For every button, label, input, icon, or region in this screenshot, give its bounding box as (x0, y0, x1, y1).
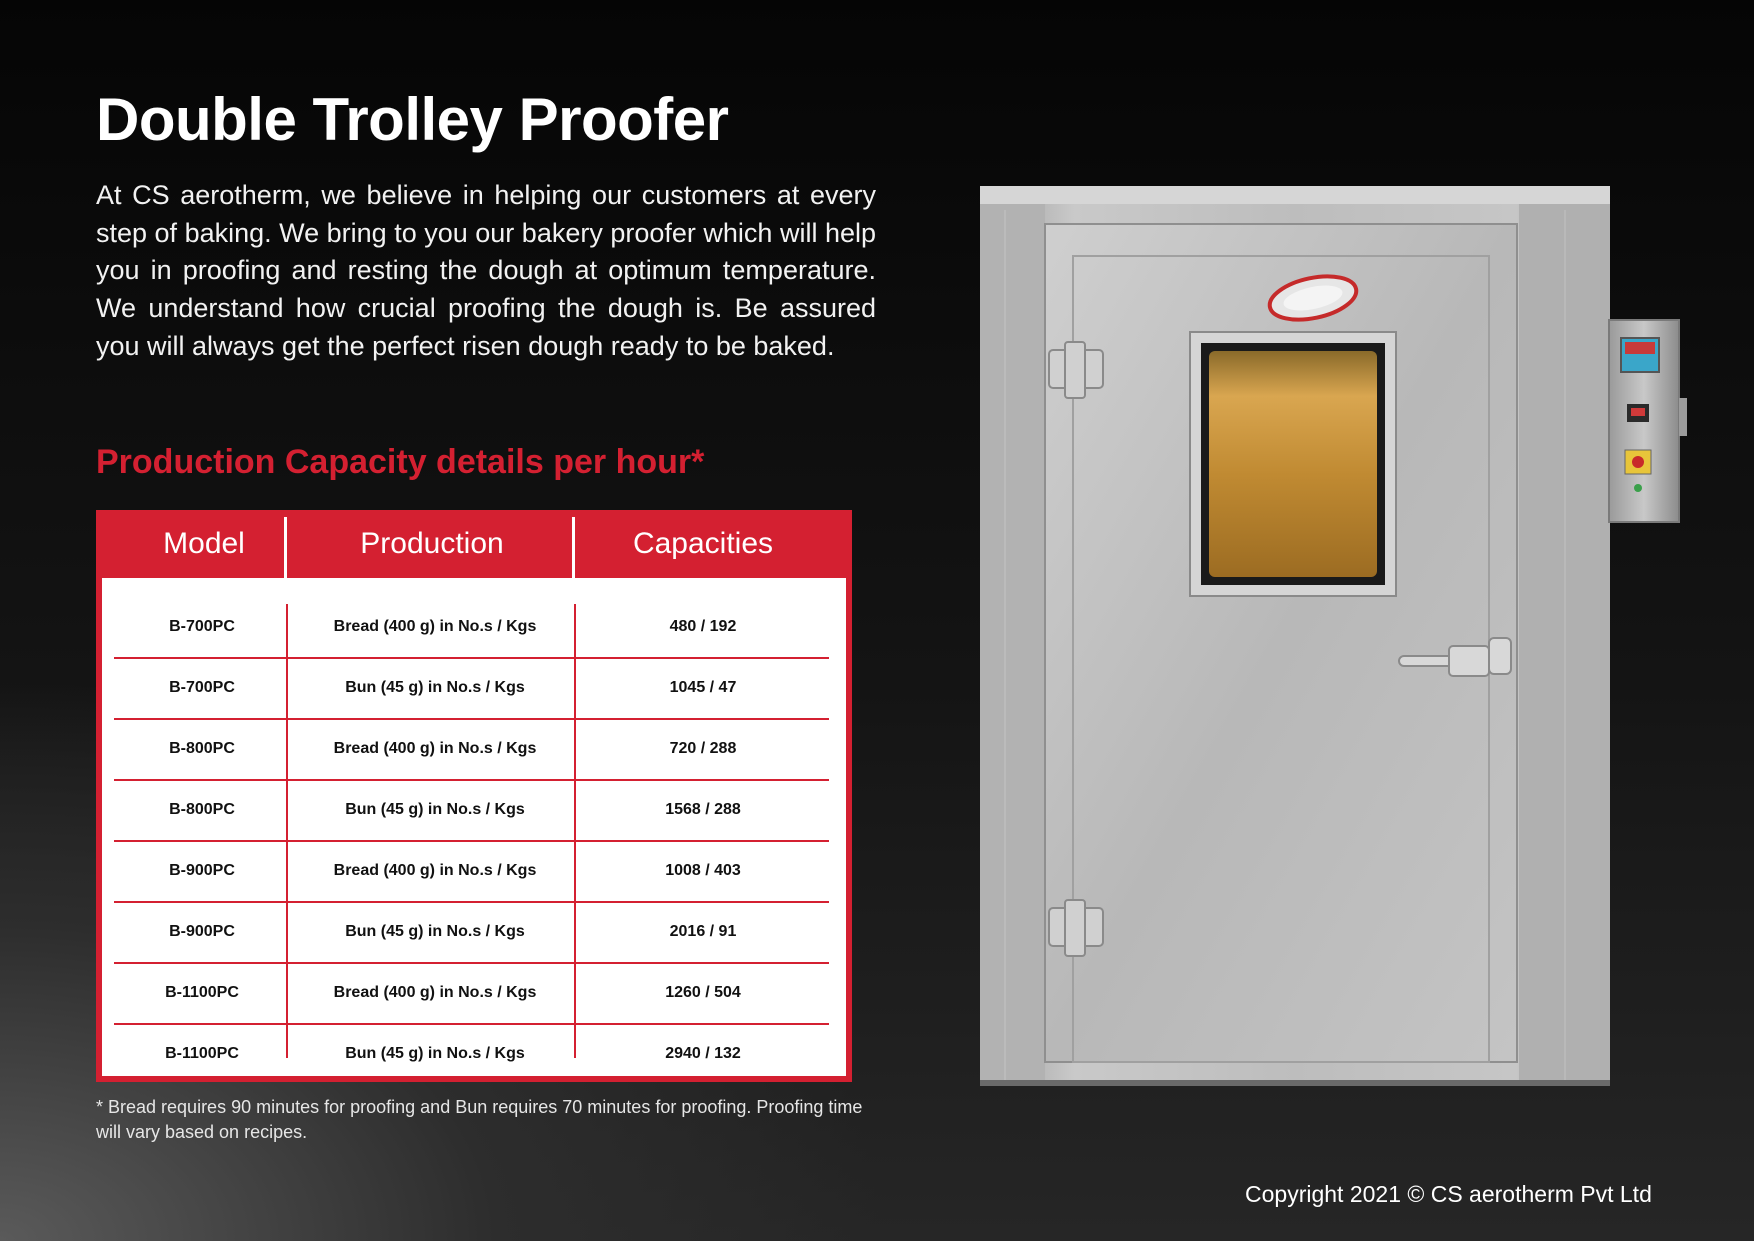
cell-production: Bread (400 g) in No.s / Kgs (333, 862, 537, 879)
cell-model: B-1100PC (165, 984, 239, 1001)
table-row (114, 779, 829, 842)
cell-capacity: 480 / 192 (669, 618, 737, 635)
intro-paragraph: At CS aerotherm, we believe in helping our customers at every step of baking. We bring to you our bakery proofer which will help you in proofing and resting the dough at optimum temperature. We understand how crucial proofing the dough is. Be assured you will always get the perfect risen dough ready to be baked. (96, 180, 876, 361)
cell-capacity: 1045 / 47 (669, 679, 737, 696)
cell-production: Bread (400 g) in No.s / Kgs (333, 740, 537, 757)
footnote: * Bread requires 90 minutes for proofing and Bun requires 70 minutes for proofing. Proofing time will vary based on recipes. (96, 1097, 863, 1142)
cell-model: B-700PC (169, 679, 235, 696)
cell-capacity: 1260 / 504 (665, 984, 741, 1001)
cell-production: Bun (45 g) in No.s / Kgs (345, 1045, 525, 1062)
header-divider (284, 517, 287, 581)
cell-capacity: 720 / 288 (669, 740, 737, 757)
header-model: Model (163, 527, 245, 560)
cell-model: B-1100PC (165, 1045, 239, 1062)
cell-model: B-900PC (169, 923, 235, 940)
cell-production: Bun (45 g) in No.s / Kgs (345, 679, 525, 696)
cell-capacity: 1008 / 403 (665, 862, 741, 879)
cell-model: B-700PC (169, 618, 235, 635)
cell-capacity: 2940 / 132 (665, 1045, 741, 1062)
table-row (114, 901, 829, 964)
cell-model: B-900PC (169, 862, 235, 879)
table-row (114, 840, 829, 903)
table-row (114, 962, 829, 1025)
cell-production: Bun (45 g) in No.s / Kgs (345, 801, 525, 818)
header-capacities: Capacities (632, 527, 774, 560)
cell-model: B-800PC (169, 740, 235, 757)
capacity-heading: Production Capacity details per hour* (96, 443, 705, 481)
cell-model: B-800PC (169, 801, 235, 818)
proofer-product-image (975, 180, 1690, 1090)
page-title: Double Trolley Proofer (96, 86, 729, 153)
cell-capacity: 1568 / 288 (665, 801, 741, 818)
header-divider (572, 517, 575, 581)
header-production: Production (360, 527, 504, 560)
cell-capacity: 2016 / 91 (669, 923, 737, 940)
cell-production: Bread (400 g) in No.s / Kgs (333, 984, 537, 1001)
table-body (102, 578, 846, 1076)
table-row (114, 596, 829, 659)
table-header (96, 510, 852, 578)
capacity-table (96, 510, 852, 1082)
table-row (114, 657, 829, 720)
cell-production: Bun (45 g) in No.s / Kgs (345, 923, 525, 940)
table-row (114, 718, 829, 781)
copyright-text: Copyright 2021 © CS aerotherm Pvt Ltd (1245, 1181, 1652, 1207)
table-row (114, 1023, 829, 1084)
cell-production: Bread (400 g) in No.s / Kgs (333, 618, 537, 635)
